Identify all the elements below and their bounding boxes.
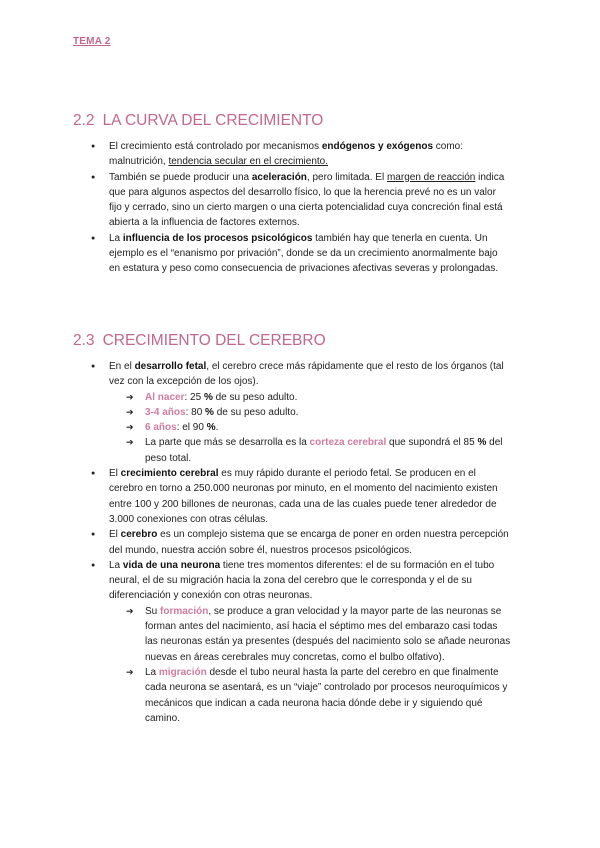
bold-term: cerebro bbox=[120, 529, 158, 541]
bold-term: influencia de los procesos psicológicos bbox=[122, 232, 313, 244]
text: : 80 bbox=[185, 406, 206, 418]
sub-item bbox=[109, 435, 511, 466]
text: El bbox=[109, 529, 121, 541]
bold-term: % bbox=[206, 422, 216, 434]
list-item bbox=[91, 466, 511, 527]
bold-term: % bbox=[203, 391, 213, 403]
section-2-2-list bbox=[91, 139, 511, 277]
sub-item bbox=[109, 604, 511, 665]
sub-item bbox=[109, 665, 511, 726]
list-item bbox=[91, 139, 511, 170]
sub-item bbox=[109, 405, 511, 420]
text: es un complejo sistema que se encarga de poner en orden nuestra percepción del mundo, nuestra acción sobre él, nuestros procesos psicológicos. bbox=[109, 529, 509, 556]
tema-header: TEMA 2 bbox=[73, 36, 111, 47]
highlight-term: 6 años bbox=[145, 422, 177, 434]
highlight-term: 3-4 años bbox=[145, 406, 186, 418]
section-title-text: LA CURVA DEL CRECIMIENTO bbox=[102, 112, 324, 129]
text: : 25 bbox=[184, 391, 204, 403]
text: La parte que más se desarrolla es la bbox=[145, 437, 310, 449]
text: tiene tres momentos diferentes: el de su formación en el tubo neural, el de su migración hacia la zona del cerebro que le corresponda y el de su diferenciación y conexión con otras neuronas. bbox=[109, 559, 495, 602]
bold-term: endógenos y exógenos bbox=[321, 141, 434, 152]
highlight-term: corteza cerebral bbox=[309, 437, 387, 449]
bold-term: vida de una neurona bbox=[122, 559, 221, 571]
list-item bbox=[91, 359, 511, 466]
list-item bbox=[91, 558, 511, 726]
section-title-text: CRECIMIENTO DEL CEREBRO bbox=[102, 332, 326, 349]
text: . bbox=[215, 422, 219, 434]
text: En el bbox=[109, 361, 135, 372]
list-item bbox=[91, 231, 511, 277]
list-item bbox=[91, 527, 511, 558]
sub-item bbox=[109, 420, 511, 435]
underlined-term: tendencia secular en el crecimiento. bbox=[168, 156, 328, 168]
text: La bbox=[109, 232, 123, 244]
text: que supondrá el 85 bbox=[386, 437, 478, 449]
bold-term: aceleración bbox=[251, 171, 307, 183]
text: de su peso adulto. bbox=[212, 391, 298, 403]
section-number: 2.2 bbox=[73, 112, 95, 129]
sub-item bbox=[109, 390, 511, 405]
text: de su peso adulto. bbox=[213, 406, 299, 418]
text: , se produce a gran velocidad y la mayor parte de las neuronas se forman antes del nacimiento, así hacia el séptimo mes del embarazo casi todas las neuronas están ya presentes (después del nacimiento solo se añade neuronas nuevas en áreas cerebrales muy concretas, como el bulbo olfativo). bbox=[145, 605, 511, 663]
text: desde el tubo neural hasta la parte del cerebro en que finalmente cada neurona se asentará, es un “viaje” controlado por procesos neuroquímicos y mecánicos que indican a cada neurona hacia dónde debe ir y siguiendo qué camino. bbox=[145, 666, 508, 724]
text: , pero limitada. El bbox=[306, 171, 387, 183]
bold-term: desarrollo fetal bbox=[134, 361, 207, 372]
sub-list bbox=[109, 604, 511, 726]
bold-term: % bbox=[205, 406, 214, 418]
section-2-3-list bbox=[91, 359, 511, 726]
section-2-3-title bbox=[73, 332, 326, 350]
text: , el cerebro crece más rápidamente que el resto de los órganos (tal vez con la excepción de los ojos). bbox=[109, 361, 504, 388]
bold-term: crecimiento cerebral bbox=[120, 468, 219, 480]
text: del peso total. bbox=[145, 437, 503, 464]
text: indica que para algunos aspectos del desarrollo físico, lo que la herencia prevé no es un valor fijo y cerrado, sino un cierto margen o una cierta potencialidad cuya concreción final está abierta a la influencia de factores externos. bbox=[109, 171, 505, 229]
underlined-term: margen de reacción bbox=[386, 171, 476, 183]
highlight-term: formación bbox=[160, 605, 209, 617]
bold-term: % bbox=[477, 437, 487, 449]
text: : el 90 bbox=[176, 422, 207, 434]
text: también hay que tenerla en cuenta. Un ejemplo es el “enanismo por privación”, donde se da un crecimiento anormalmente bajo en estatura y peso como consecuencia de privaciones afectivas severas y prolongadas. bbox=[109, 232, 499, 275]
section-number: 2.3 bbox=[73, 332, 95, 349]
highlight-term: Al nacer bbox=[145, 391, 185, 403]
sub-list bbox=[109, 390, 511, 466]
text: Su bbox=[145, 605, 161, 617]
text: También se puede producir una bbox=[109, 171, 252, 183]
text: es muy rápido durante el periodo fetal. Se producen en el cerebro en torno a 250.000 neuronas por minuto, en el momento del nacimiento existen entre 100 y 200 billones de neuronas, cada una de las cuales puede tener alrededor de 3.000 conexiones con otras células. bbox=[109, 468, 498, 525]
text: como: malnutrición, bbox=[109, 141, 464, 168]
text: La bbox=[145, 666, 159, 678]
text: El crecimiento está controlado por mecanismos bbox=[109, 141, 322, 152]
text: El bbox=[109, 468, 121, 480]
highlight-term: migración bbox=[158, 666, 207, 678]
list-item bbox=[91, 170, 511, 231]
section-2-2-title bbox=[73, 112, 323, 130]
text: La bbox=[109, 559, 123, 571]
